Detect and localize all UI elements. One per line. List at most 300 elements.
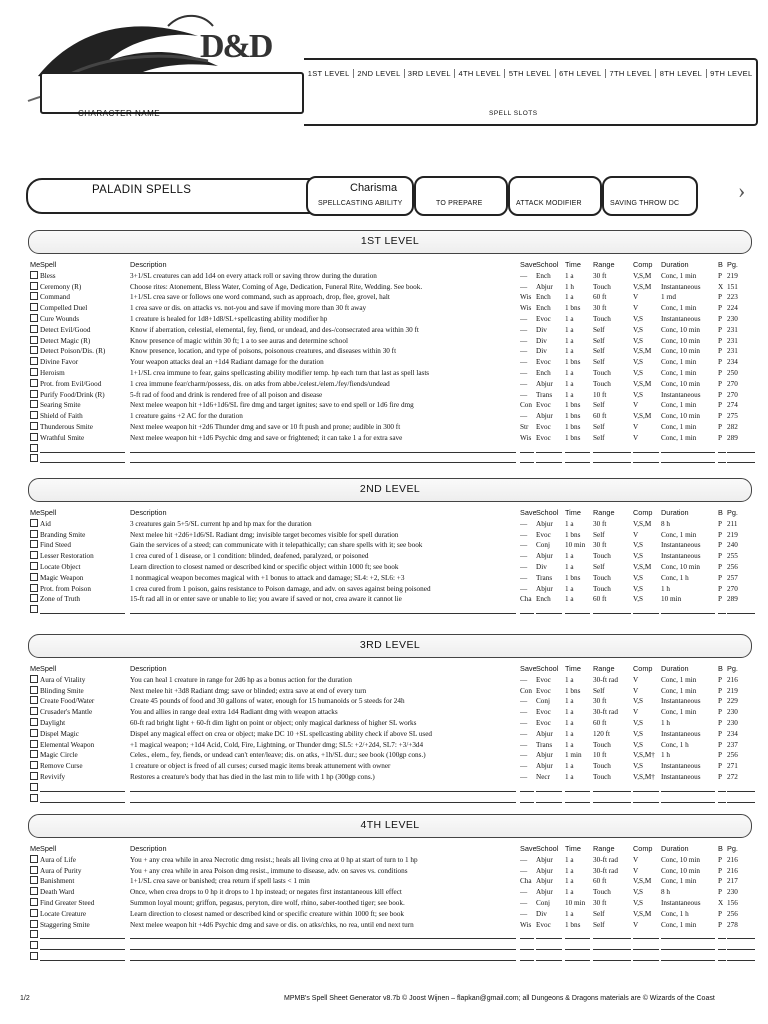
class-title: PALADIN SPELLS bbox=[92, 184, 192, 196]
checkbox-icon[interactable] bbox=[30, 454, 38, 462]
spell-desc: Next melee hit +2d6+1d6/SL Radiant dmg; invisible target becomes visible for spell duration bbox=[130, 530, 399, 539]
blank-line[interactable] bbox=[40, 462, 125, 463]
spell-school: Evoc bbox=[536, 708, 551, 717]
spell-row bbox=[30, 519, 768, 529]
spell-pg: 219 bbox=[727, 686, 738, 695]
checkbox-icon[interactable] bbox=[30, 519, 38, 527]
blank-line[interactable] bbox=[536, 791, 562, 792]
blank-line[interactable] bbox=[661, 791, 715, 792]
spell-name[interactable]: Heroism bbox=[40, 369, 65, 377]
checkbox-icon[interactable] bbox=[30, 909, 38, 917]
spell-name[interactable]: Aura of Purity bbox=[40, 866, 82, 875]
spell-row bbox=[30, 336, 768, 346]
spell-name[interactable]: Find Greater Steed bbox=[40, 899, 95, 907]
blank-line[interactable] bbox=[661, 613, 715, 614]
column-header-time: Time bbox=[565, 260, 581, 269]
spell-school: Evoc bbox=[536, 315, 551, 323]
spell-b: P bbox=[718, 369, 722, 377]
blank-line[interactable] bbox=[661, 960, 715, 961]
blank-line[interactable] bbox=[718, 462, 726, 463]
checkbox-icon[interactable] bbox=[30, 444, 38, 452]
spell-row bbox=[30, 707, 768, 717]
spell-name[interactable]: Remove Curse bbox=[40, 762, 83, 771]
spell-desc: Learn direction to closest named or described kind or specific creature within 1000 ft; see book bbox=[130, 909, 405, 918]
spell-dur: Conc, 10 min bbox=[661, 379, 700, 388]
blank-line[interactable] bbox=[40, 802, 125, 803]
checkbox-icon[interactable] bbox=[30, 686, 38, 694]
spell-range: 30-ft rad bbox=[593, 675, 618, 684]
blank-line[interactable] bbox=[727, 802, 755, 803]
blank-line[interactable] bbox=[565, 938, 590, 939]
slot-level-3[interactable]: 3RD LEVEL bbox=[405, 69, 455, 78]
slot-level-9[interactable]: 9TH LEVEL bbox=[710, 69, 753, 78]
blank-line[interactable] bbox=[633, 613, 659, 614]
spell-row bbox=[30, 314, 768, 324]
spell-comp: V,S bbox=[633, 336, 644, 345]
blank-line[interactable] bbox=[633, 802, 659, 803]
spell-dur: 8 h bbox=[661, 519, 670, 528]
spell-desc: Next melee hit +3d8 Radiant dmg; save or blinded; extra save at end of every turn bbox=[130, 686, 367, 695]
blank-line[interactable] bbox=[520, 938, 534, 939]
checkbox-icon[interactable] bbox=[30, 941, 38, 949]
spell-name[interactable]: Aid bbox=[40, 519, 51, 528]
checkbox-icon[interactable] bbox=[30, 605, 38, 613]
spell-school: Ench bbox=[536, 369, 551, 377]
blank-spell-row[interactable] bbox=[30, 930, 768, 940]
spell-range: 30-ft rad bbox=[593, 708, 618, 717]
spell-range: Touch bbox=[593, 573, 611, 582]
spell-name[interactable]: Purify Food/Drink (R) bbox=[40, 390, 105, 399]
spell-comp: V,S bbox=[633, 584, 644, 593]
spell-save: — bbox=[520, 708, 528, 717]
spell-pg: 278 bbox=[727, 920, 738, 929]
blank-line[interactable] bbox=[718, 949, 726, 950]
column-header-row bbox=[30, 664, 768, 674]
spell-school: Evoc bbox=[536, 675, 551, 684]
blank-line[interactable] bbox=[633, 791, 659, 792]
blank-line[interactable] bbox=[565, 613, 590, 614]
blank-line[interactable] bbox=[718, 452, 726, 453]
blank-line[interactable] bbox=[536, 960, 562, 961]
blank-line[interactable] bbox=[520, 791, 534, 792]
checkbox-icon[interactable] bbox=[30, 379, 38, 387]
spell-school: Necr bbox=[536, 773, 550, 781]
blank-line[interactable] bbox=[40, 949, 125, 950]
blank-line[interactable] bbox=[633, 938, 659, 939]
column-header-desc: Description bbox=[130, 844, 167, 853]
blank-line[interactable] bbox=[593, 613, 631, 614]
blank-line[interactable] bbox=[727, 452, 755, 453]
checkbox-icon[interactable] bbox=[30, 573, 38, 581]
spell-row bbox=[30, 876, 768, 886]
spell-name[interactable]: Aura of Life bbox=[40, 855, 76, 864]
spell-range: 30 ft bbox=[593, 519, 607, 528]
checkbox-icon[interactable] bbox=[30, 433, 38, 441]
blank-line[interactable] bbox=[536, 613, 562, 614]
column-header-me: Me bbox=[30, 844, 41, 853]
spell-name[interactable]: Locate Creature bbox=[40, 909, 87, 918]
level-banner bbox=[28, 230, 752, 254]
blank-line[interactable] bbox=[661, 452, 715, 453]
spell-name[interactable]: Searing Smite bbox=[40, 401, 81, 410]
spell-name[interactable]: Zone of Truth bbox=[40, 595, 80, 604]
spell-name[interactable]: Cure Wounds bbox=[40, 315, 80, 323]
spell-row bbox=[30, 292, 768, 302]
spell-comp: V,S,M† bbox=[633, 751, 655, 760]
spell-row bbox=[30, 368, 768, 378]
blank-line[interactable] bbox=[593, 462, 631, 463]
spell-b: P bbox=[718, 336, 722, 345]
slot-level-4[interactable]: 4TH LEVEL bbox=[455, 69, 505, 78]
blank-line[interactable] bbox=[40, 960, 125, 961]
spell-comp: V,S,M bbox=[633, 909, 652, 918]
attack-modifier-box[interactable] bbox=[508, 176, 602, 216]
spell-name[interactable]: Lesser Restoration bbox=[40, 552, 94, 561]
checkbox-icon[interactable] bbox=[30, 400, 38, 408]
spell-comp: V,S bbox=[633, 719, 644, 727]
blank-line[interactable] bbox=[130, 960, 516, 961]
blank-line[interactable] bbox=[130, 462, 516, 463]
spell-name[interactable]: Find Steed bbox=[40, 541, 71, 550]
checkbox-icon[interactable] bbox=[30, 761, 38, 769]
blank-line[interactable] bbox=[593, 938, 631, 939]
spell-name[interactable]: Command bbox=[40, 293, 70, 302]
spell-save: — bbox=[520, 888, 528, 897]
spell-time: 1 bns bbox=[565, 433, 581, 442]
checkbox-icon[interactable] bbox=[30, 314, 38, 322]
checkbox-icon[interactable] bbox=[30, 411, 38, 419]
spell-desc: 1 crea cured from 1 poison, gains resistance to Poison damage, and adv. on saves against being poisoned bbox=[130, 584, 431, 593]
checkbox-icon[interactable] bbox=[30, 855, 38, 863]
checkbox-icon[interactable] bbox=[30, 282, 38, 290]
blank-line[interactable] bbox=[661, 802, 715, 803]
column-header-school: School bbox=[536, 844, 559, 853]
spell-name[interactable]: Elemental Weapon bbox=[40, 740, 95, 749]
blank-spell-row[interactable] bbox=[30, 794, 768, 804]
level-title: 2ND LEVEL bbox=[359, 483, 421, 495]
character-name-field[interactable] bbox=[40, 72, 304, 114]
column-header-dur: Duration bbox=[661, 508, 689, 517]
spell-name[interactable]: Thunderous Smite bbox=[40, 423, 93, 431]
spell-pg: 224 bbox=[727, 304, 738, 313]
spell-save: — bbox=[520, 315, 528, 323]
spell-name[interactable]: Revivify bbox=[40, 773, 66, 781]
character-name-label: CHARACTER NAME bbox=[78, 109, 161, 118]
spell-name[interactable]: Locate Object bbox=[40, 563, 81, 571]
spell-name[interactable]: Magic Circle bbox=[40, 751, 78, 760]
blank-line[interactable] bbox=[565, 452, 590, 453]
column-header-school: School bbox=[536, 508, 559, 517]
blank-line[interactable] bbox=[633, 949, 659, 950]
slot-level-5[interactable]: 5TH LEVEL bbox=[505, 69, 555, 78]
blank-line[interactable] bbox=[727, 613, 755, 614]
blank-spell-row[interactable] bbox=[30, 952, 768, 962]
spell-row bbox=[30, 909, 768, 919]
spell-desc: Next melee weapon hit +4d6 Psychic dmg and save or dis. on atks/chks, no rea, until end next turn bbox=[130, 920, 414, 929]
blank-line[interactable] bbox=[520, 802, 534, 803]
spell-dur: Conc, 1 min bbox=[661, 920, 697, 929]
spell-time: 10 min bbox=[565, 541, 586, 550]
spell-name[interactable]: Prot. from Evil/Good bbox=[40, 379, 102, 388]
saving-throw-dc-box[interactable] bbox=[602, 176, 698, 216]
blank-line[interactable] bbox=[633, 462, 659, 463]
blank-line[interactable] bbox=[718, 802, 726, 803]
spell-row bbox=[30, 573, 768, 583]
checkbox-icon[interactable] bbox=[30, 920, 38, 928]
blank-line[interactable] bbox=[130, 791, 516, 792]
blank-line[interactable] bbox=[633, 960, 659, 961]
blank-line[interactable] bbox=[593, 949, 631, 950]
blank-line[interactable] bbox=[593, 791, 631, 792]
spell-name[interactable]: Banishment bbox=[40, 877, 75, 886]
spell-save: — bbox=[520, 552, 528, 561]
spell-time: 1 bns bbox=[565, 412, 581, 421]
spell-name[interactable]: Detect Evil/Good bbox=[40, 325, 91, 334]
checkbox-icon[interactable] bbox=[30, 390, 38, 398]
blank-line[interactable] bbox=[40, 791, 125, 792]
blank-line[interactable] bbox=[536, 452, 562, 453]
checkbox-icon[interactable] bbox=[30, 530, 38, 538]
spell-desc: Know presence, location, and type of poisons, poisonous creatures, and diseases within 30 ft bbox=[130, 347, 397, 356]
spell-b: P bbox=[718, 552, 722, 561]
blank-line[interactable] bbox=[40, 452, 125, 453]
spell-comp: V,S bbox=[633, 729, 644, 738]
spell-name[interactable]: Bless bbox=[40, 271, 56, 280]
checkbox-icon[interactable] bbox=[30, 696, 38, 704]
to-prepare-box[interactable] bbox=[414, 176, 508, 216]
blank-line[interactable] bbox=[727, 791, 755, 792]
spell-name[interactable]: Magic Weapon bbox=[40, 573, 84, 582]
spell-school: Abjur bbox=[536, 412, 553, 421]
spell-name[interactable]: Death Ward bbox=[40, 888, 75, 897]
checkbox-icon[interactable] bbox=[30, 740, 38, 748]
spell-b: P bbox=[718, 686, 722, 695]
checkbox-icon[interactable] bbox=[30, 422, 38, 430]
spell-comp: V,S,M bbox=[633, 563, 652, 571]
spell-pg: 230 bbox=[727, 315, 738, 323]
spell-row bbox=[30, 411, 768, 421]
blank-line[interactable] bbox=[565, 960, 590, 961]
spell-school: Abjur bbox=[536, 888, 553, 897]
checkbox-icon[interactable] bbox=[30, 898, 38, 906]
spell-name[interactable]: Wrathful Smite bbox=[40, 433, 85, 442]
blank-line[interactable] bbox=[130, 452, 516, 453]
spell-desc: Know if aberration, celestial, elemental, fey, fiend, or undead, and des-/consecrated area within 30 ft bbox=[130, 325, 419, 334]
checkbox-icon[interactable] bbox=[30, 336, 38, 344]
blank-line[interactable] bbox=[718, 791, 726, 792]
column-header-range: Range bbox=[593, 260, 615, 269]
spell-dur: Instantaneous bbox=[661, 390, 701, 399]
spell-comp: V,S bbox=[633, 369, 644, 377]
spell-pg: 250 bbox=[727, 369, 738, 377]
spell-row bbox=[30, 303, 768, 313]
spell-dur: 1 h bbox=[661, 719, 670, 727]
spell-pg: 256 bbox=[727, 751, 738, 760]
spell-school: Ench bbox=[536, 595, 551, 604]
spell-row bbox=[30, 540, 768, 550]
checkbox-icon[interactable] bbox=[30, 594, 38, 602]
spell-row bbox=[30, 271, 768, 281]
checkbox-icon[interactable] bbox=[30, 718, 38, 726]
spell-name[interactable]: Aura of Vitality bbox=[40, 675, 86, 684]
spell-desc: You + any crea while in area Necrotic dmg resist.; heals all living crea at 0 hp at start of turn to 1 hp bbox=[130, 855, 418, 864]
spell-name[interactable]: Compelled Duel bbox=[40, 304, 88, 313]
blank-line[interactable] bbox=[661, 462, 715, 463]
checkbox-icon[interactable] bbox=[30, 292, 38, 300]
checkbox-icon[interactable] bbox=[30, 675, 38, 683]
spell-save: — bbox=[520, 530, 528, 539]
blank-line[interactable] bbox=[536, 949, 562, 950]
spell-pg: 234 bbox=[727, 729, 738, 738]
blank-spell-row[interactable] bbox=[30, 605, 768, 615]
spell-range: 30 ft bbox=[593, 304, 607, 313]
checkbox-icon[interactable] bbox=[30, 357, 38, 365]
checkbox-icon[interactable] bbox=[30, 368, 38, 376]
checkbox-icon[interactable] bbox=[30, 952, 38, 960]
spell-dur: Conc, 1 min bbox=[661, 304, 697, 313]
blank-spell-row[interactable] bbox=[30, 941, 768, 951]
blank-line[interactable] bbox=[727, 938, 755, 939]
spell-name[interactable]: Shield of Faith bbox=[40, 412, 83, 421]
checkbox-icon[interactable] bbox=[30, 325, 38, 333]
slot-level-6[interactable]: 6TH LEVEL bbox=[556, 69, 606, 78]
spell-range: 30-ft rad bbox=[593, 855, 618, 864]
checkbox-icon[interactable] bbox=[30, 271, 38, 279]
blank-line[interactable] bbox=[565, 791, 590, 792]
level-title: 3RD LEVEL bbox=[359, 639, 421, 651]
column-header-dur: Duration bbox=[661, 664, 689, 673]
spell-name[interactable]: Blinding Smite bbox=[40, 686, 84, 695]
blank-line[interactable] bbox=[130, 938, 516, 939]
checkbox-icon[interactable] bbox=[30, 887, 38, 895]
spell-row bbox=[30, 530, 768, 540]
spell-name[interactable]: Detect Magic (R) bbox=[40, 336, 91, 345]
checkbox-icon[interactable] bbox=[30, 562, 38, 570]
spell-name[interactable]: Create Food/Water bbox=[40, 697, 95, 706]
blank-line[interactable] bbox=[40, 938, 125, 939]
spell-b: P bbox=[718, 519, 722, 528]
blank-line[interactable] bbox=[718, 613, 726, 614]
checkbox-icon[interactable] bbox=[30, 930, 38, 938]
blank-line[interactable] bbox=[727, 462, 755, 463]
blank-line[interactable] bbox=[661, 949, 715, 950]
spell-school: Conj bbox=[536, 541, 550, 550]
spell-range: Touch bbox=[593, 762, 611, 771]
blank-line[interactable] bbox=[727, 960, 755, 961]
blank-spell-row[interactable] bbox=[30, 783, 768, 793]
blank-line[interactable] bbox=[130, 802, 516, 803]
checkbox-icon[interactable] bbox=[30, 551, 38, 559]
blank-line[interactable] bbox=[565, 802, 590, 803]
blank-line[interactable] bbox=[727, 949, 755, 950]
blank-line[interactable] bbox=[520, 613, 534, 614]
spell-name[interactable]: Detect Poison/Dis. (R) bbox=[40, 347, 106, 356]
spell-save: — bbox=[520, 369, 528, 377]
blank-line[interactable] bbox=[593, 452, 631, 453]
spell-range: Self bbox=[593, 433, 605, 442]
spell-name[interactable]: Prot. from Poison bbox=[40, 584, 91, 593]
spell-name[interactable]: Branding Smite bbox=[40, 530, 86, 539]
spell-time: 1 a bbox=[565, 708, 574, 717]
blank-line[interactable] bbox=[130, 949, 516, 950]
spell-b: P bbox=[718, 293, 722, 302]
spell-name[interactable]: Staggering Smite bbox=[40, 920, 90, 929]
checkbox-icon[interactable] bbox=[30, 584, 38, 592]
blank-line[interactable] bbox=[536, 802, 562, 803]
column-header-b: B bbox=[718, 664, 723, 673]
checkbox-icon[interactable] bbox=[30, 866, 38, 874]
checkbox-icon[interactable] bbox=[30, 303, 38, 311]
checkbox-icon[interactable] bbox=[30, 729, 38, 737]
spell-dur: Conc, 1 min bbox=[661, 369, 697, 377]
spell-row bbox=[30, 729, 768, 739]
blank-line[interactable] bbox=[565, 949, 590, 950]
blank-spell-row[interactable] bbox=[30, 444, 768, 454]
checkbox-icon[interactable] bbox=[30, 750, 38, 758]
blank-line[interactable] bbox=[536, 938, 562, 939]
spell-name[interactable]: Dispel Magic bbox=[40, 729, 79, 738]
blank-line[interactable] bbox=[593, 960, 631, 961]
spell-name[interactable]: Divine Favor bbox=[40, 358, 79, 367]
column-header-row bbox=[30, 508, 768, 518]
blank-line[interactable] bbox=[130, 613, 516, 614]
spell-save: — bbox=[520, 697, 528, 706]
spell-row bbox=[30, 433, 768, 443]
spell-pg: 274 bbox=[727, 401, 738, 410]
blank-line[interactable] bbox=[520, 949, 534, 950]
blank-line[interactable] bbox=[718, 960, 726, 961]
blank-line[interactable] bbox=[661, 938, 715, 939]
spell-save: — bbox=[520, 762, 528, 771]
spell-name[interactable]: Crusader's Mantle bbox=[40, 708, 93, 717]
checkbox-icon[interactable] bbox=[30, 876, 38, 884]
spell-name[interactable]: Ceremony (R) bbox=[40, 282, 82, 291]
checkbox-icon[interactable] bbox=[30, 772, 38, 780]
column-header-comp: Comp bbox=[633, 844, 653, 853]
blank-line[interactable] bbox=[40, 613, 125, 614]
slot-level-2[interactable]: 2ND LEVEL bbox=[354, 69, 404, 78]
blank-line[interactable] bbox=[520, 452, 534, 453]
spell-school: Abjur bbox=[536, 282, 553, 291]
checkbox-icon[interactable] bbox=[30, 783, 38, 791]
checkbox-icon[interactable] bbox=[30, 794, 38, 802]
spell-desc: 5-ft rad of food and drink is rendered free of all poison and disease bbox=[130, 390, 323, 399]
spell-dur: Conc, 10 min bbox=[661, 347, 700, 356]
blank-line[interactable] bbox=[520, 462, 534, 463]
slot-level-8[interactable]: 8TH LEVEL bbox=[656, 69, 706, 78]
blank-line[interactable] bbox=[565, 462, 590, 463]
spell-comp: V,S bbox=[633, 541, 644, 550]
checkbox-icon[interactable] bbox=[30, 707, 38, 715]
blank-spell-row[interactable] bbox=[30, 454, 768, 464]
spell-name[interactable]: Daylight bbox=[40, 719, 66, 727]
blank-line[interactable] bbox=[718, 938, 726, 939]
checkbox-icon[interactable] bbox=[30, 540, 38, 548]
blank-line[interactable] bbox=[536, 462, 562, 463]
spell-row bbox=[30, 675, 768, 685]
slot-level-7[interactable]: 7TH LEVEL bbox=[606, 69, 656, 78]
spell-desc: Next melee weapon hit +1d6 Psychic dmg and save or frightened; it can take 1 a for extra save bbox=[130, 433, 403, 442]
blank-line[interactable] bbox=[520, 960, 534, 961]
blank-line[interactable] bbox=[633, 452, 659, 453]
blank-line[interactable] bbox=[593, 802, 631, 803]
slot-level-1[interactable]: 1ST LEVEL bbox=[304, 69, 354, 78]
spell-dur: Conc, 10 min bbox=[661, 412, 700, 421]
spell-range: Self bbox=[593, 530, 605, 539]
spell-save: Wis bbox=[520, 433, 532, 442]
spell-b: P bbox=[718, 573, 722, 582]
checkbox-icon[interactable] bbox=[30, 346, 38, 354]
